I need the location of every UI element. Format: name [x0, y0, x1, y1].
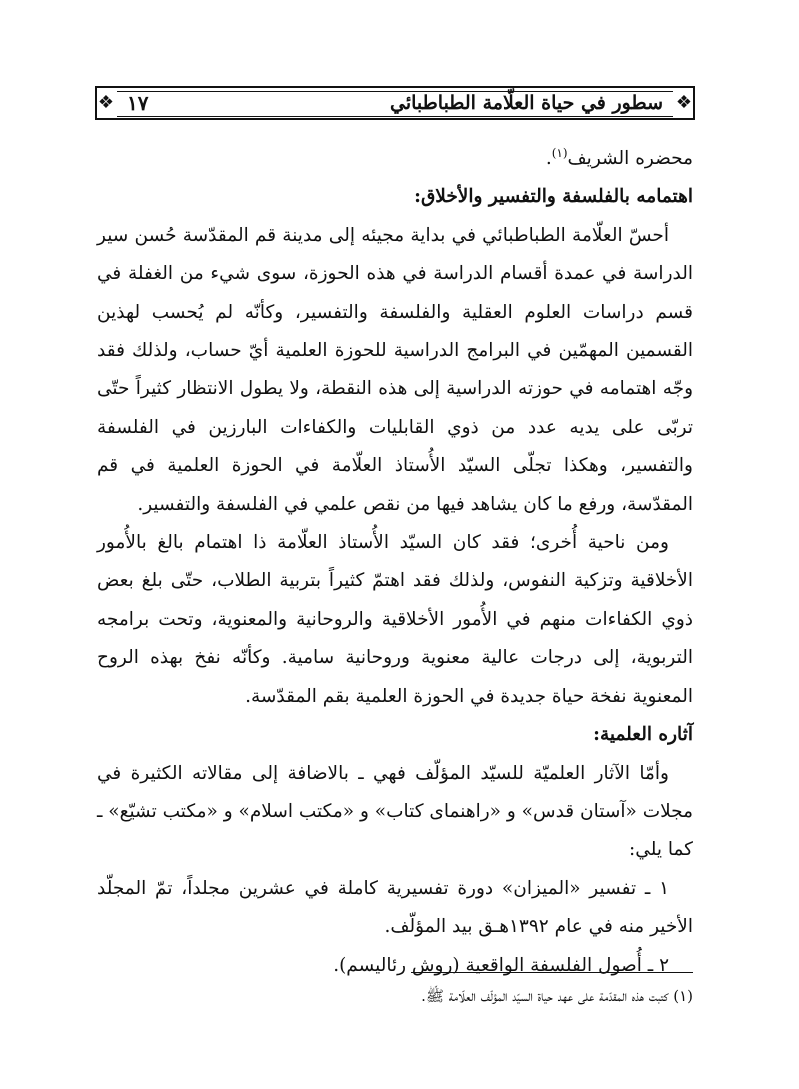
paragraph-1 — [97, 140, 693, 178]
paragraph-2: أحسّ العلّامة الطباطبائي في بداية مجيئه إلى مدينة قم المقدّسة حُسن سير الدراسة في عمدة أقسام الدراسة في هذه الحوزة، سوى شيء من الغفلة في قسم دراسات العلوم العقلية والفلسفة والتفسير، وكأنّه لم يُحسب لهذين القسمين المهمّين في البرامج الدراسية للحوزة العلمية أيّ حساب، ولذلك فقد وجّه اهتمامه في حوزته الدراسية إلى هذه النقطة، ولا يطول الانتظار كثيراً حتّى تربّى على يديه عدد من ذوي القابليات والكفاءات البارزين في الفلسفة والتفسير، وهكذا تجلّى السيّد الأُستاذ العلّامة في الحوزة العلمية في قم المقدّسة، ورفع ما كان يشاهد فيها من نقص علمي في الفلسفة والتفسير. — [97, 224, 693, 515]
paragraph-4: وأمّا الآثار العلميّة للسيّد المؤلّف فهي ـ بالاضافة إلى مقالاته الكثيرة في مجلات «آستان قدس» و «راهنماى كتاب» و «مكتب اسلام» و «مكتب تشيّع» ـ كما يلي: — [97, 762, 693, 861]
paragraph-1-text: محضره الشريف — [567, 148, 693, 169]
paragraph-1-end: . — [545, 148, 552, 169]
list-item-1: ١ ـ تفسير «الميزان» دورة تفسيرية كاملة في عشرين مجلداً، تمّ المجلّد الأخير منه في عام ١٣٩٢هـق بيد المؤلّف. — [97, 877, 693, 938]
list-item-2: ٢ ـ أُصول الفلسفة الواقعية (روش رئاليسم). — [333, 954, 669, 976]
page-number: ١٧ — [127, 91, 149, 115]
section-heading-philosophy: اهتمامه بالفلسفة والتفسير والأخلاق: — [414, 186, 693, 208]
section-heading-works: آثاره العلمية: — [593, 724, 693, 746]
body-text — [97, 140, 693, 985]
footnote: (١) كتبت هذه المقدّمة على عهد حياة السيّد المؤلّف العلّامة ﷺ. — [421, 987, 693, 1005]
footnote-divider — [411, 972, 693, 973]
footnote-reference[interactable]: (١) — [551, 145, 568, 160]
book-title: سطور في حياة العلّامة الطباطبائي — [390, 92, 663, 114]
header-ornament-left-icon: ❖ — [97, 92, 115, 113]
header-ornament-right-icon: ❖ — [675, 92, 693, 113]
running-header — [95, 86, 695, 120]
paragraph-3: ومن ناحية أُخرى؛ فقد كان السيّد الأُستاذ العلّامة ذا اهتمام بالغ بالأُمور الأخلاقية وتزكية النفوس، ولذلك فقد اهتمّ كثيراً بتربية الطلاب، حتّى بلغ بعض ذوي الكفاءات منهم في الأُمور الأخلاقية والروحانية والمعنوية، وتحت برامجه التربوية، إلى درجات عالية معنوية وروحانية سامية. وكأنّه نفخ بهذه الروح المعنوية نفخة حياة جديدة في الحوزة العلمية بقم المقدّسة. — [97, 532, 693, 707]
